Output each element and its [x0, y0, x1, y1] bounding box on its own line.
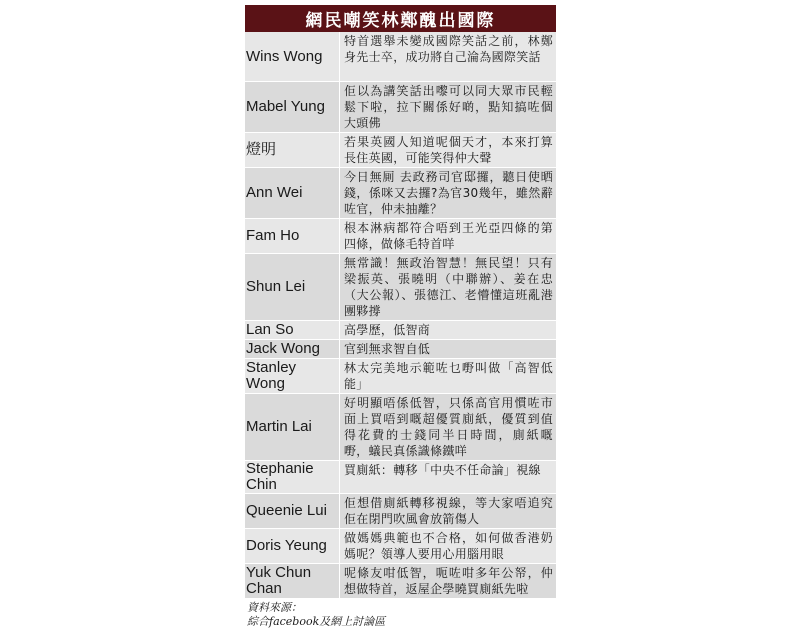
commenter-name: Martin Lai [245, 394, 340, 460]
commenter-name: Fam Ho [245, 219, 340, 253]
commenter-name: Lan So [245, 321, 340, 339]
commenter-name: Jack Wong [245, 340, 340, 358]
comment-row [245, 321, 556, 340]
source-label: 資料來源： [247, 601, 302, 614]
comment-text: 做媽媽典範也不合格，如何做香港奶媽呢？領導人要用心用腦用眼 [344, 531, 553, 561]
commenter-name: Ann Wei [245, 168, 340, 218]
comment-text: 官到無求智自低 [344, 342, 431, 356]
source-note [245, 601, 556, 629]
comment-row [245, 564, 556, 599]
commenter-name: Doris Yeung [245, 529, 340, 563]
commenter-name: Wins Wong [245, 32, 340, 81]
comment-row [245, 82, 556, 133]
commenter-name: Stephanie Chin [245, 461, 340, 493]
comment-text: 好明顯唔係低智，只係高官用慣咗市面上買唔到嘅超優質廁紙，優質到值得花費的士錢同半日時間，廁紙嘅嘢，蟻民真係識條鐵咩 [344, 396, 553, 458]
comment-row [245, 359, 556, 394]
comment-row [245, 340, 556, 359]
comment-text: 佢想借廁紙轉移視線，等大家唔追究佢在閉門吹風會放箭傷人 [344, 496, 553, 526]
comment-text: 今日無厠 去政務司官邸攞，聽日使晒錢，係咪又去攞?為官30幾年，雖然辭咗官，仲未抽離？ [344, 170, 553, 216]
comment-text: 無常識！無政治智慧！無民望！只有梁振英、張曉明（中聯辦）、姜在忠（大公報）、張德江、老懵懂這班亂港團夥撐 [344, 256, 553, 318]
comment-text: 呢條友咁低智，呃咗咁多年公帑，仲想做特首，返屋企學曉買廁紙先啦 [344, 566, 553, 596]
comment-row [245, 219, 556, 254]
commenter-name: 燈明 [245, 133, 340, 167]
comments-table [245, 32, 556, 599]
commenter-name: Stanley Wong [245, 359, 340, 393]
commenter-name: Mabel Yung [245, 82, 340, 132]
comments-panel [245, 5, 556, 629]
comment-text: 買廁紙：轉移「中央不任命論」視線 [344, 463, 541, 477]
comment-row [245, 32, 556, 82]
comment-row [245, 394, 556, 461]
commenter-name: Queenie Lui [245, 494, 340, 528]
commenter-name: Yuk Chun Chan [245, 564, 340, 598]
source-text: 綜合facebook及網上討論區 [247, 615, 386, 628]
comment-text: 林太完美地示範咗乜嘢叫做「高智低能」 [344, 361, 553, 391]
panel-title: 網民嘲笑林鄭醜出國際 [245, 5, 556, 32]
comment-text: 高學歷，低智商 [344, 323, 431, 337]
comment-row [245, 133, 556, 168]
comment-text: 根本淋病都符合唔到王光亞四條的第四條，做條毛特首咩 [344, 221, 553, 251]
comment-row [245, 168, 556, 219]
comment-row [245, 461, 556, 494]
comment-row [245, 254, 556, 321]
comment-text: 佢以為講笑話出嚟可以同大眾市民輕鬆下啦，拉下關係好啲，點知搞咗個大頭佛 [344, 84, 553, 130]
comment-row [245, 529, 556, 564]
commenter-name: Shun Lei [245, 254, 340, 320]
comment-text: 特首選舉未變成國際笑話之前，林鄭身先士卒，成功將自己淪為國際笑話 [344, 34, 553, 64]
comment-text: 若果英國人知道呢個天才，本來打算長住英國，可能笑得仲大聲 [344, 135, 553, 165]
comment-row [245, 494, 556, 529]
